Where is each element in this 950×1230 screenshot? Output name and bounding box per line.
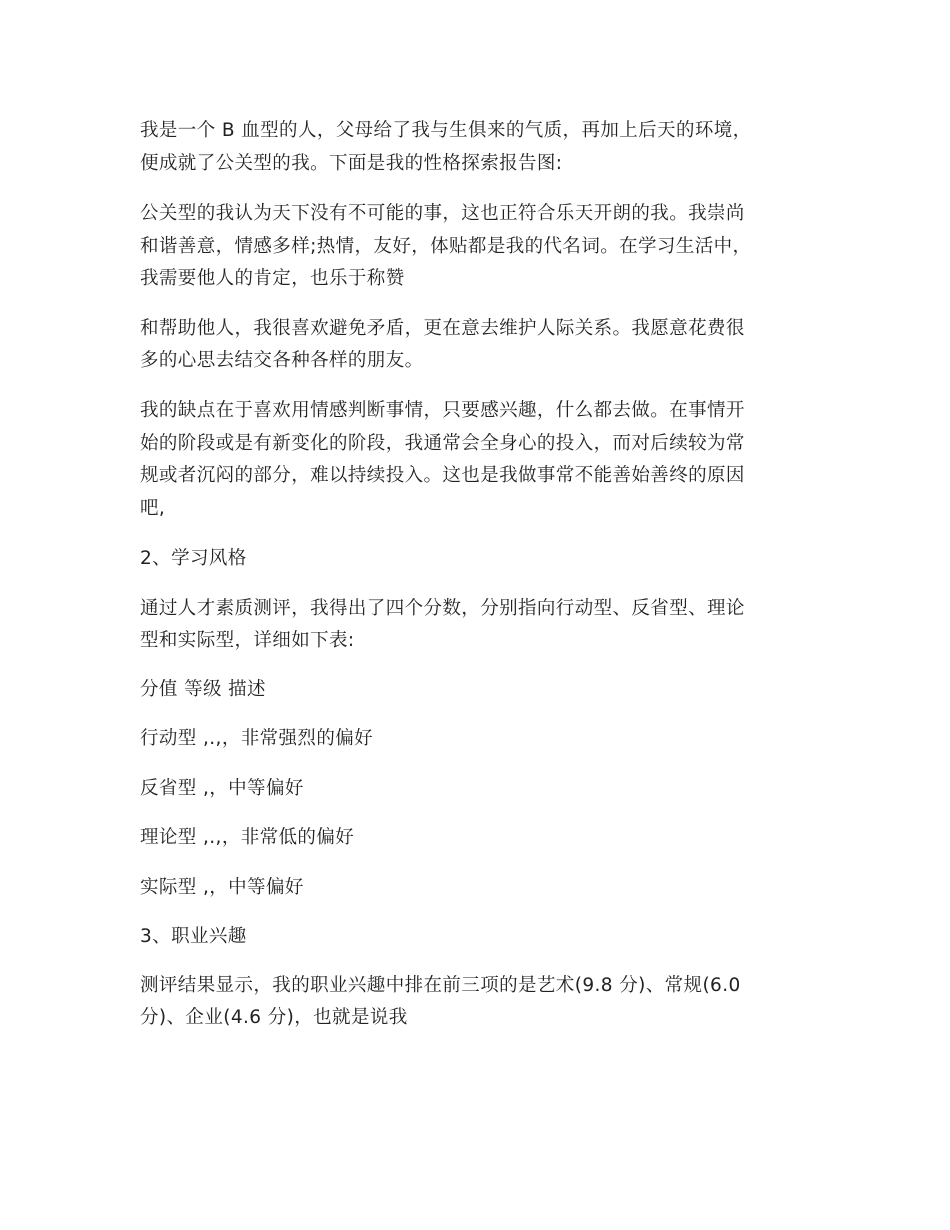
section-heading: 3、职业兴趣	[140, 926, 247, 947]
paragraph-line: 和帮助他人，我很喜欢避免矛盾，更在意去维护人际关系。我愿意花费很	[140, 318, 745, 339]
table-row-line: 理论型 ,.,，非常低的偏好	[140, 827, 355, 848]
paragraph-line: 便成就了公关型的我。下面是我的性格探索报告图:	[140, 153, 563, 174]
paragraph-line: 公关型的我认为天下没有不可能的事，这也正符合乐天开朗的我。我崇尚	[140, 203, 745, 224]
paragraph-line: 吧,	[140, 498, 166, 519]
paragraph-line: 我是一个 B 血型的人，父母给了我与生俱来的气质，再加上后天的环境，	[140, 120, 752, 141]
paragraph-line: 规或者沉闷的部分，难以持续投入。这也是我做事常不能善始善终的原因	[140, 465, 745, 486]
table-row-line: 行动型 ,.,，非常强烈的偏好	[140, 728, 374, 749]
paragraph-line: 我需要他人的肯定，也乐于称赞	[140, 268, 405, 289]
table-header-line: 分值 等级 描述	[140, 679, 266, 700]
table-row-line: 实际型 ,，中等偏好	[140, 877, 304, 898]
paragraph-line: 多的心思去结交各种各样的朋友。	[140, 350, 424, 371]
section-heading: 2、学习风格	[140, 548, 247, 569]
table-row-line: 反省型 ,，中等偏好	[140, 778, 304, 799]
paragraph-line: 型和实际型，详细如下表:	[140, 630, 355, 651]
paragraph-line: 我的缺点在于喜欢用情感判断事情，只要感兴趣，什么都去做。在事情开	[140, 400, 745, 421]
paragraph-line: 和谐善意，情感多样;热情，友好，体贴都是我的代名词。在学习生活中，	[140, 236, 752, 257]
paragraph-line: 测评结果显示，我的职业兴趣中排在前三项的是艺术(9.8 分)、常规(6.0	[140, 975, 741, 996]
paragraph-line: 通过人才素质测评，我得出了四个分数，分别指向行动型、反省型、理论	[140, 598, 745, 619]
paragraph-line: 始的阶段或是有新变化的阶段，我通常会全身心的投入，而对后续较为常	[140, 433, 745, 454]
paragraph-line: 分)、企业(4.6 分)，也就是说我	[140, 1007, 408, 1028]
